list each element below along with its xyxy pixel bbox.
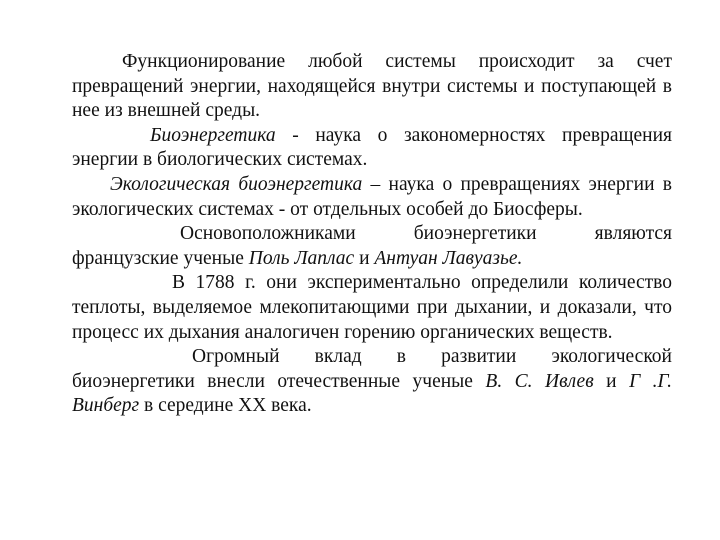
paragraph-text: Огромный вклад в развитии экологической биоэнергетики внесли отечественные ученые [72, 346, 672, 392]
paragraph-text: В 1788 г. они экспериментально определили количество теплоты, выделяемое млекопитающими при дыхании, и доказали, что процесс их дыхания аналогичен горению органических веществ. [72, 272, 672, 343]
paragraph-text-end: в середине XX века. [139, 395, 312, 417]
paragraph-text: - наука о закономерностях превращения энергии в биологических системах. [72, 124, 672, 171]
paragraph-domestic-contribution [72, 345, 672, 419]
text-block [72, 50, 672, 419]
scientist-name-vinberg: Г .Г. Винберг [72, 370, 673, 417]
paragraph-text: Функционирование любой системы происходит за счет превращений энергии, находящейся внутри системы и поступающей в нее из внешней среды. [72, 51, 672, 122]
paragraph-ecological-bioenergetics-definition [72, 173, 672, 222]
term-ecological-bioenergetics: Экологическая биоэнергетика [110, 173, 363, 195]
paragraph-system-functioning [72, 50, 672, 124]
paragraph-bioenergetics-definition [72, 124, 672, 173]
scientist-name-lavoisier: Антуан Лавуазье. [374, 247, 523, 269]
scientist-name-ivlev: В. С. Ивлев [485, 370, 594, 392]
term-bioenergetics: Биоэнергетика [150, 124, 276, 146]
paragraph-text: – наука о превращениях энергии в экологических системах - от отдельных особей до Биосферы. [72, 173, 672, 220]
scientist-name-laplace: Поль Лаплас [248, 247, 355, 269]
name-joiner: и [593, 370, 630, 392]
name-joiner: и [354, 247, 375, 269]
paragraph-text: Основоположниками биоэнергетики являются французские ученые [72, 223, 672, 269]
paragraph-founders [72, 222, 672, 271]
paragraph-1788-experiment [72, 271, 672, 345]
